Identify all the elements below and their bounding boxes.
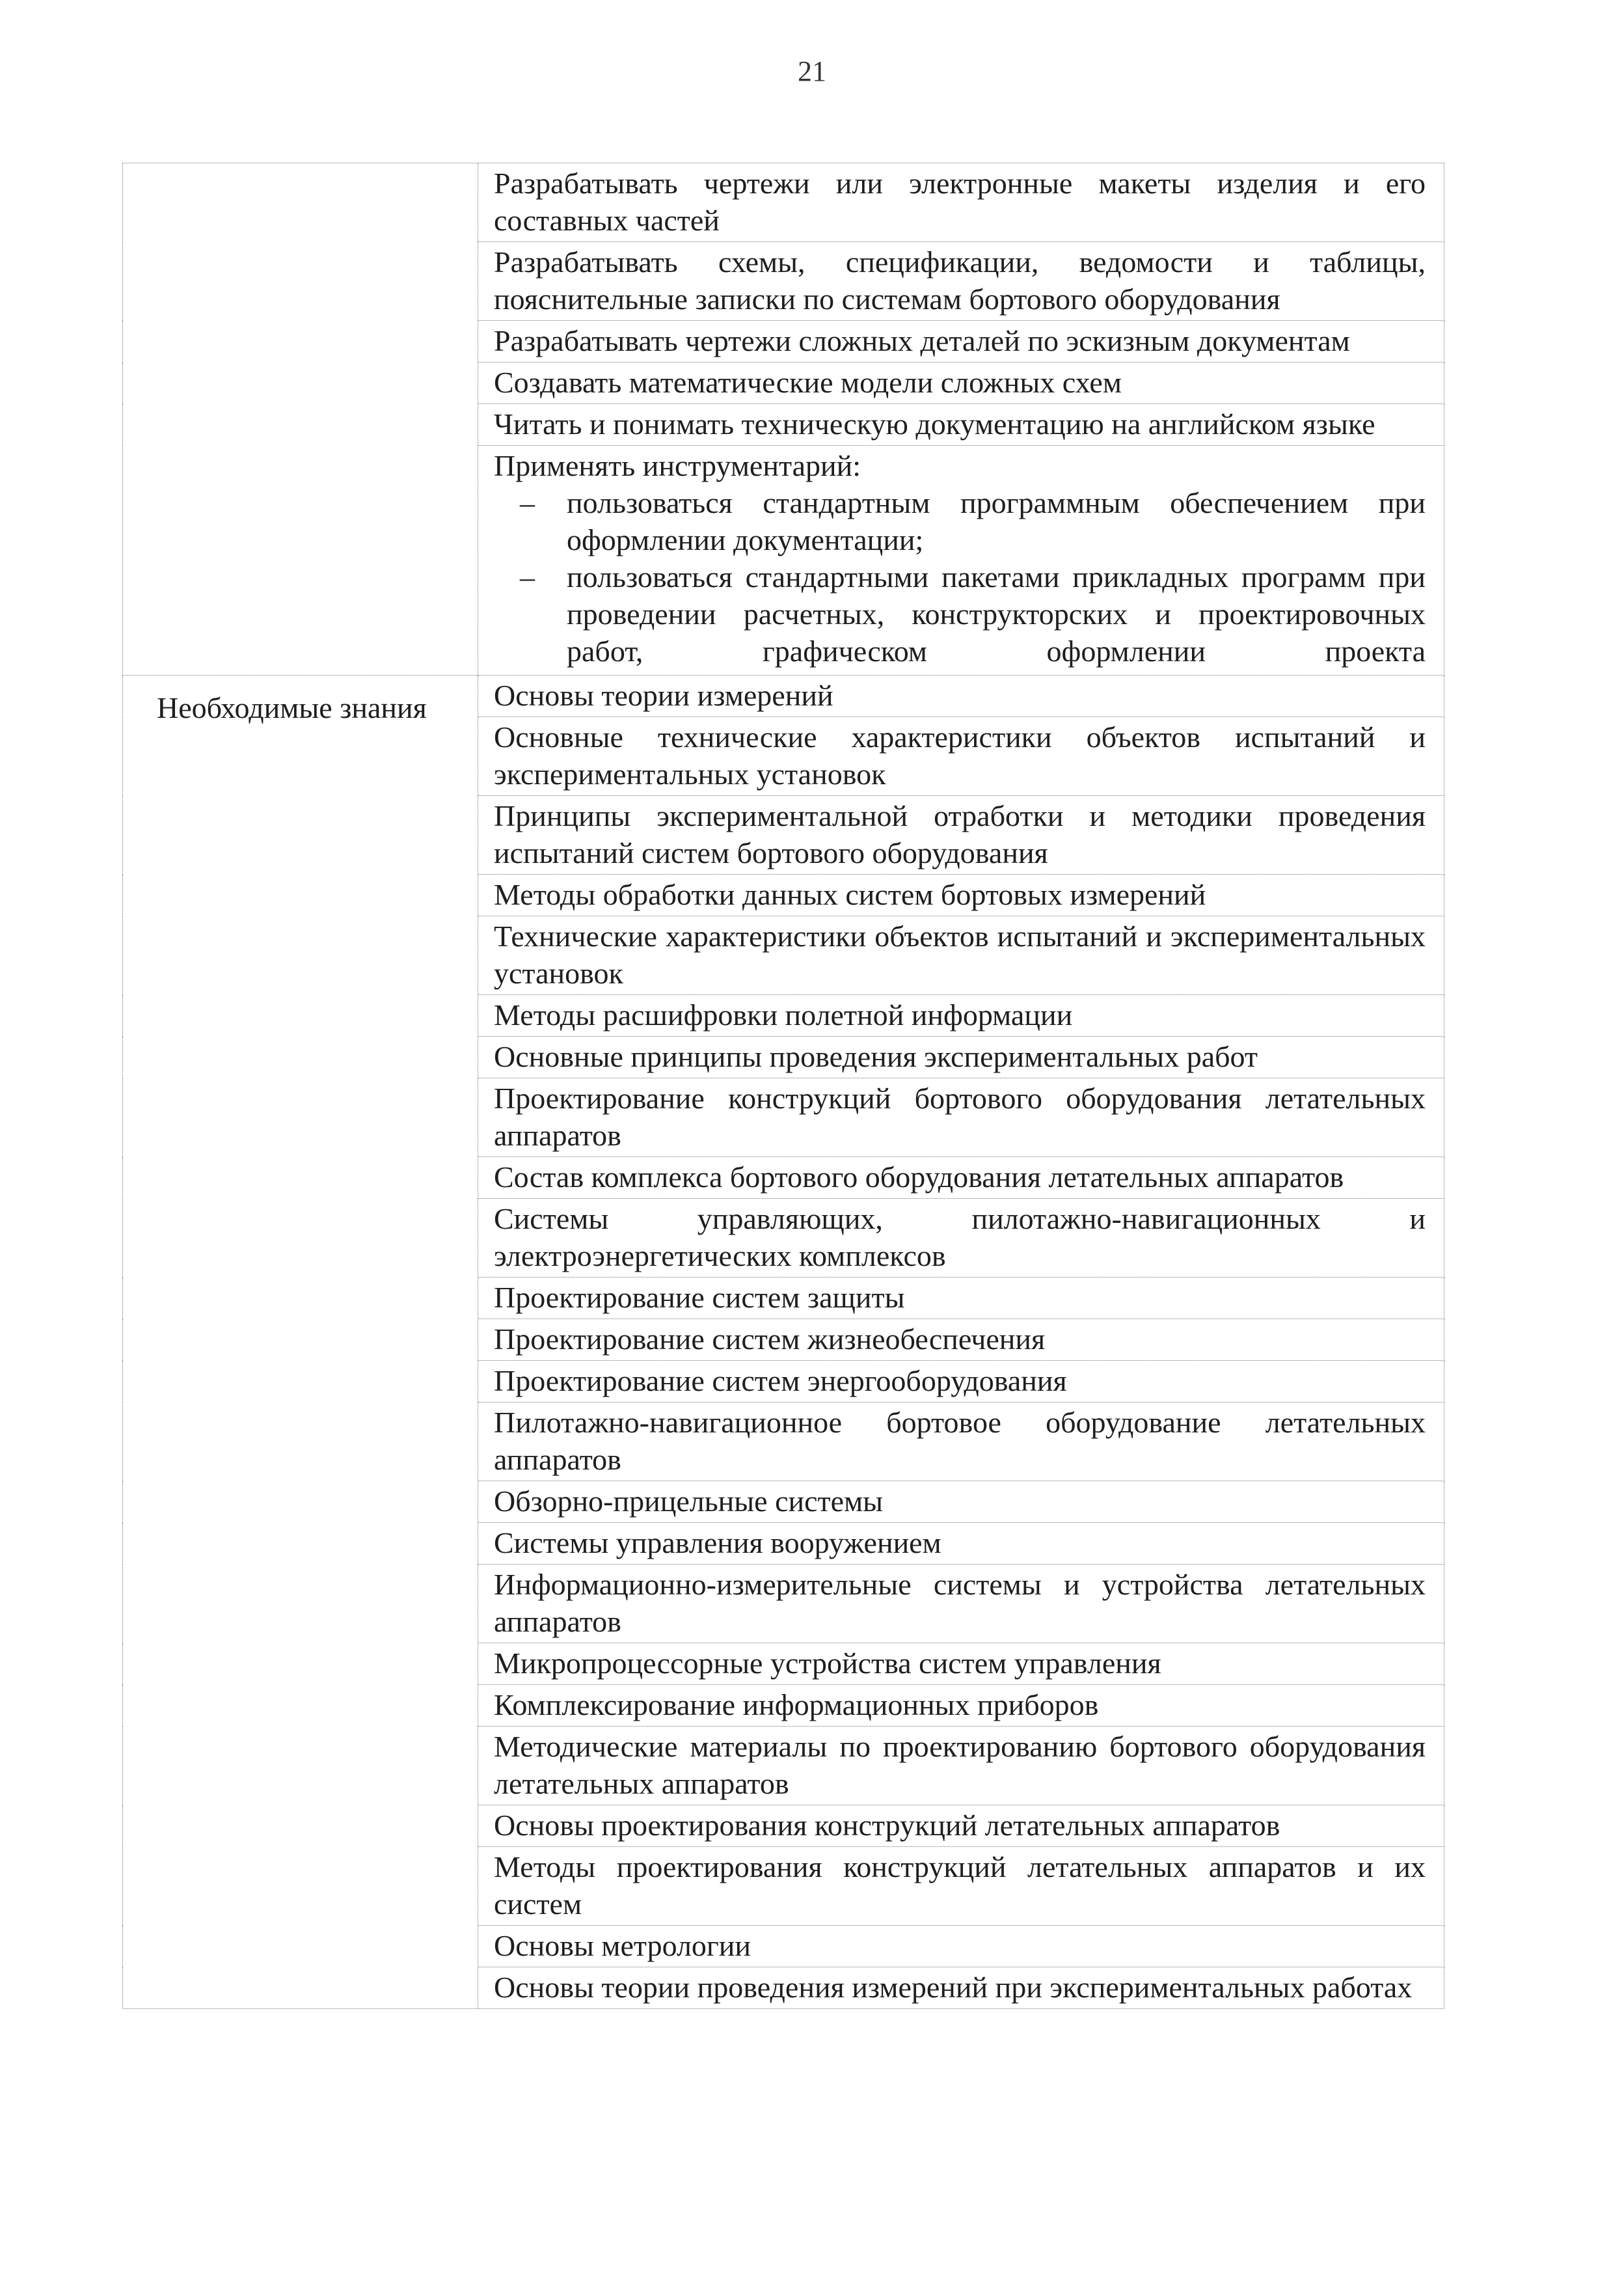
knowledge-item: Информационно-измерительные системы и устройства летательных аппаратов — [494, 1568, 1426, 1638]
table-cell — [478, 1157, 1444, 1199]
table-cell — [478, 1565, 1444, 1643]
page-number: 21 — [798, 55, 826, 87]
knowledge-item: Основы метрологии — [494, 1929, 751, 1962]
table-cell — [478, 1847, 1444, 1926]
table-row — [123, 163, 1444, 242]
table-cell — [478, 1643, 1444, 1685]
knowledge-item: Технические характеристики объектов испытаний и экспериментальных установок — [494, 920, 1426, 990]
knowledge-item: Основные технические характеристики объектов испытаний и экспериментальных установок — [494, 720, 1426, 791]
table-cell — [478, 1037, 1444, 1078]
table-cell — [478, 163, 1444, 242]
knowledge-label-cell — [123, 676, 478, 2009]
table-cell — [478, 1523, 1444, 1565]
knowledge-item: Основы теории измерений — [494, 679, 833, 712]
knowledge-item: Методы обработки данных систем бортовых измерений — [494, 878, 1206, 911]
table-cell — [478, 995, 1444, 1037]
table-cell — [478, 1967, 1444, 2009]
tool-item: пользоваться стандартным программным обеспечением при оформлении документации; — [567, 486, 1426, 556]
table-cell — [478, 1727, 1444, 1805]
knowledge-item: Проектирование систем энергооборудования — [494, 1364, 1067, 1397]
table-cell — [478, 1078, 1444, 1157]
skill-item: Разрабатывать чертежи или электронные макеты изделия и его составных частей — [494, 167, 1426, 237]
table-cell — [478, 1199, 1444, 1278]
section-label: Необходимые знания — [157, 691, 427, 724]
table-cell — [478, 404, 1444, 446]
tools-cell — [478, 446, 1444, 675]
skill-item: Читать и понимать техническую документацию на английском языке — [494, 407, 1375, 441]
tools-list — [494, 484, 1426, 670]
tool-item: пользоваться стандартными пакетами прикладных программ при проведении расчетных, конструкторских и проектировочных работ, графическом оформлении проекта — [567, 560, 1426, 668]
list-item — [494, 484, 1426, 558]
dash-bullet: – — [520, 560, 535, 594]
knowledge-item: Методы расшифровки полетной информации — [494, 998, 1073, 1032]
skill-item: Разрабатывать чертежи сложных деталей по эскизным документам — [494, 324, 1350, 357]
table-cell — [478, 1319, 1444, 1361]
skill-item: Разрабатывать схемы, спецификации, ведомости и таблицы, пояснительные записки по системам бортового оборудования — [494, 245, 1426, 316]
tools-intro: Применять инструментарий: — [494, 449, 861, 482]
knowledge-item: Проектирование систем жизнеобеспечения — [494, 1322, 1046, 1356]
knowledge-item: Основы теории проведения измерений при экспериментальных работах — [494, 1971, 1413, 2004]
knowledge-item: Обзорно-прицельные системы — [494, 1484, 884, 1518]
skill-item: Создавать математические модели сложных схем — [494, 366, 1122, 399]
knowledge-item: Проектирование конструкций бортового оборудования летательных аппаратов — [494, 1082, 1426, 1152]
table-cell — [478, 1805, 1444, 1847]
table-cell — [478, 916, 1444, 995]
table-cell — [478, 676, 1444, 717]
table-row — [123, 676, 1444, 717]
table-cell — [478, 242, 1444, 321]
knowledge-item: Пилотажно-навигационное бортовое оборудование летательных аппаратов — [494, 1406, 1426, 1476]
table-cell — [478, 1926, 1444, 1967]
table-cell — [478, 875, 1444, 916]
table-cell — [478, 1278, 1444, 1319]
knowledge-item: Принципы экспериментальной отработки и методики проведения испытаний систем бортового оборудования — [494, 799, 1426, 869]
knowledge-item: Системы управления вооружением — [494, 1526, 941, 1559]
table-cell — [478, 446, 1444, 676]
knowledge-item: Комплексирование информационных приборов — [494, 1688, 1099, 1721]
table-cell — [478, 1685, 1444, 1727]
knowledge-item: Основные принципы проведения экспериментальных работ — [494, 1040, 1258, 1073]
list-item — [494, 558, 1426, 670]
requirements-table — [122, 163, 1444, 2009]
table-cell — [478, 1481, 1444, 1523]
knowledge-item: Методические материалы по проектированию бортового оборудования летательных аппаратов — [494, 1730, 1426, 1800]
table-cell — [478, 796, 1444, 875]
knowledge-item: Микропроцессорные устройства систем управления — [494, 1647, 1161, 1680]
dash-bullet: – — [520, 486, 535, 519]
table-cell — [478, 717, 1444, 796]
knowledge-item: Проектирование систем защиты — [494, 1281, 905, 1314]
table-cell — [478, 321, 1444, 362]
table-cell — [478, 1402, 1444, 1481]
table-cell — [478, 1361, 1444, 1402]
knowledge-item: Методы проектирования конструкций летательных аппаратов и их систем — [494, 1850, 1426, 1921]
knowledge-item: Состав комплекса бортового оборудования летательных аппаратов — [494, 1160, 1344, 1194]
table-cell — [478, 362, 1444, 404]
knowledge-item: Основы проектирования конструкций летательных аппаратов — [494, 1809, 1280, 1842]
skills-label-cell — [123, 163, 478, 676]
knowledge-item: Системы управляющих, пилотажно-навигационных и электроэнергетических комплексов — [494, 1202, 1426, 1272]
